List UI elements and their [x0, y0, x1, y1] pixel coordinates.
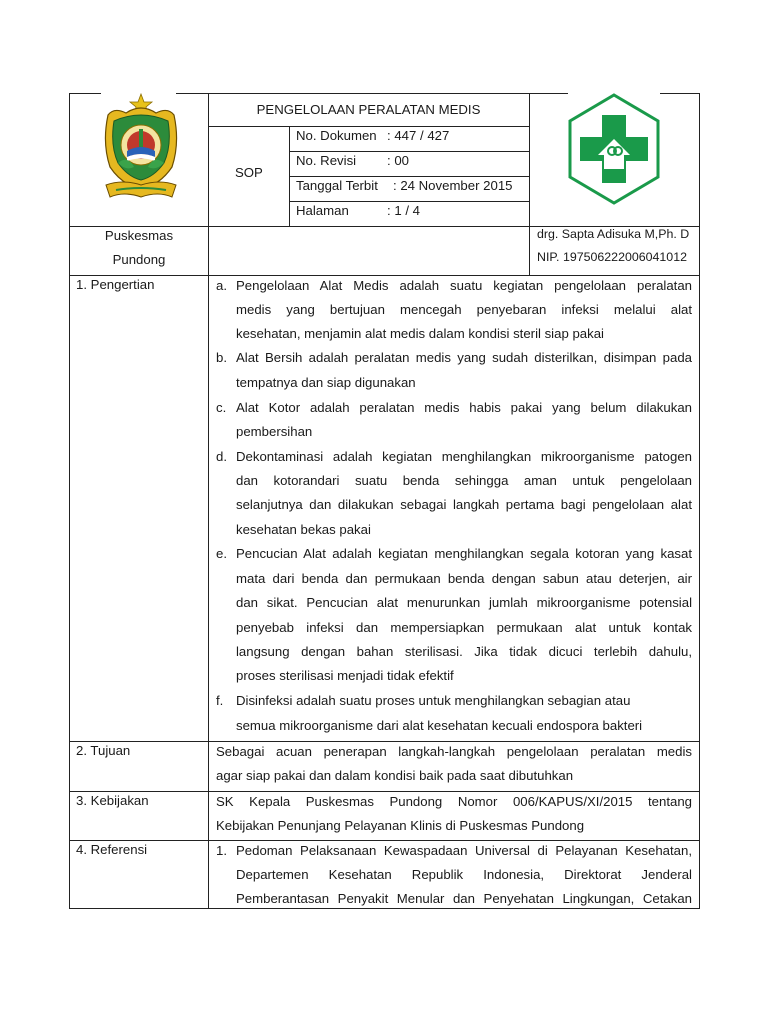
definition-line: kesehatan, menjamin alat medis dalam kondisi steril siap pakai [236, 326, 604, 341]
signer-name: drg. Sapta Adisuka M,Ph. D [537, 227, 690, 241]
organization-name-line2: Pundong [112, 252, 166, 267]
field-label-tanggal-terbit: Tanggal Terbit [296, 178, 378, 193]
tujuan-line: agar siap pakai dan dalam kondisi baik pada saat dibutuhkan [216, 768, 574, 783]
signer-nip: NIP. 197506222006041012 [537, 250, 687, 264]
section-label-tujuan: 2. Tujuan [76, 743, 131, 758]
definition-line: mata dari benda dan permukaan benda dengan sabun atau deterjen, air [236, 571, 692, 586]
definition-line: Alat Kotor adalah peralatan medis habis pakai yang belum dilakukan [236, 400, 692, 415]
reference-line: Pedoman Pelaksanaan Kewaspadaan Universal di Pelayanan Kesehatan, [236, 843, 692, 858]
section-label-referensi: 4. Referensi [76, 842, 148, 857]
definition-line: Dekontaminasi adalah kegiatan menghilangkan mikroorganisme patogen [236, 449, 692, 464]
definition-line: medis yang bertujuan mencegah penyebaran infeksi melalui alat [236, 302, 692, 317]
list-marker: d. [216, 449, 227, 464]
kebijakan-line: SK Kepala Puskesmas Pundong Nomor 006/KAPUS/XI/2015 tentang [216, 794, 692, 809]
list-marker: f. [216, 693, 224, 708]
field-value-halaman: : 1 / 4 [387, 203, 420, 218]
list-marker: b. [216, 350, 227, 365]
field-value-no-dokumen: : 447 / 427 [387, 128, 450, 143]
section-label-kebijakan: 3. Kebijakan [76, 793, 149, 808]
tujuan-line: Sebagai acuan penerapan langkah-langkah pengelolaan peralatan medis [216, 744, 692, 759]
definition-line: semua mikroorganisme dari alat kesehatan kecuali endospora bakteri [236, 718, 643, 733]
section-label-pengertian: 1. Pengertian [76, 277, 155, 292]
document-title: PENGELOLAAN PERALATAN MEDIS [256, 102, 481, 117]
reference-line: Departemen Kesehatan Republik Indonesia, Direktorat Jenderal [236, 867, 692, 882]
field-label-no-dokumen: No. Dokumen [296, 128, 377, 143]
field-value-no-revisi: : 00 [387, 153, 409, 168]
field-value-tanggal-terbit: : 24 November 2015 [393, 178, 513, 193]
definition-line: Disinfeksi adalah suatu proses untuk menghilangkan sebagian atau [236, 693, 631, 708]
definition-line: tempatnya dan siap digunakan [236, 375, 416, 390]
definition-line: kesehatan bekas pakai [236, 522, 371, 537]
field-label-halaman: Halaman [296, 203, 349, 218]
definition-line: Alat Bersih adalah peralatan medis yang sudah disterilkan, disimpan pada [236, 350, 692, 365]
definition-line: dan sikat. Pencucian alat menurunkan jumlah mikroorganisme potensial [236, 595, 692, 610]
regency-coat-of-arms-icon [100, 93, 182, 203]
definition-line: dan kotorandari suatu benda sehingga aman untuk pengelolaan [236, 473, 692, 488]
definition-line: Pencucian Alat adalah kegiatan menghilangkan segala kotoran yang kasat [236, 546, 692, 561]
list-marker: a. [216, 278, 227, 293]
field-label-no-revisi: No. Revisi [296, 153, 357, 168]
reference-line: Pemberantasan Penyakit Menular dan Penyehatan Lingkungan, Cetakan [236, 891, 692, 906]
list-marker: e. [216, 546, 227, 561]
definition-line: langsung dengan bahan sterilisasi. Jika tidak dicuci terlebih dahulu, [236, 644, 692, 659]
definition-line: penyebab infeksi dan mempersiapkan permukaan alat untuk kontak [236, 620, 692, 635]
sop-label: SOP [235, 165, 263, 180]
list-marker: c. [216, 400, 227, 415]
definition-line: pembersihan [236, 424, 313, 439]
definition-line: Pengelolaan Alat Medis adalah suatu kegiatan pengelolaan peralatan [236, 278, 692, 293]
organization-name-line1: Puskesmas [104, 228, 174, 243]
definition-line: selanjutnya dan dilakukan sebagai langkah pertama bagi pengelolaan alat [236, 497, 692, 512]
definition-line: proses sterilisasi menjadi tidak efektif [236, 668, 454, 683]
kebijakan-line: Kebijakan Penunjang Pelayanan Klinis di Puskesmas Pundong [216, 818, 585, 833]
list-marker: 1. [216, 843, 227, 858]
puskesmas-green-cross-icon [566, 93, 662, 205]
